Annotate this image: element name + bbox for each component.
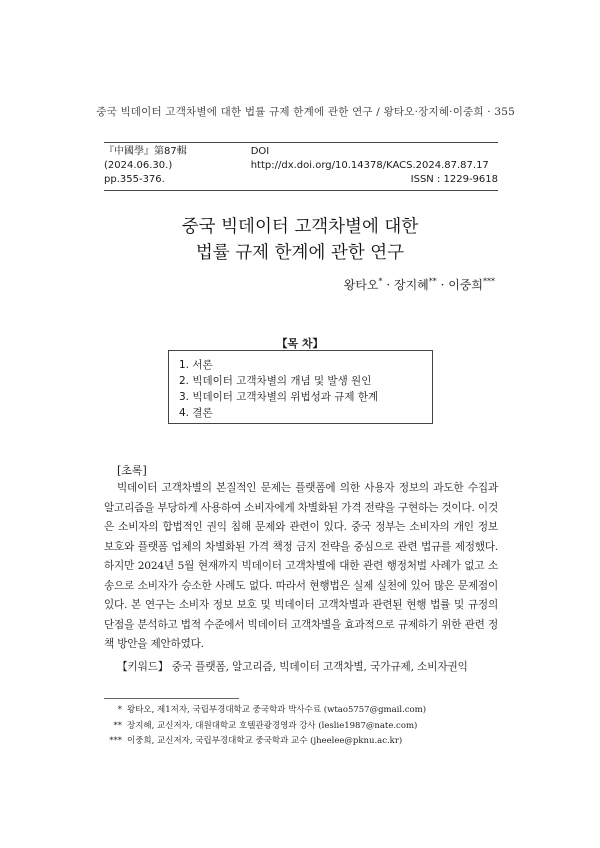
footnotes <box>104 703 504 750</box>
author-1: 왕타오 <box>343 278 379 292</box>
issn: ISSN : 1229-9618 <box>410 174 498 185</box>
toc-item[interactable]: 3. 빅데이터 고객차별의 위법성과 규제 한계 <box>179 391 379 403</box>
abstract-heading: [초록] <box>117 464 147 477</box>
author-3: 이중희 <box>448 278 483 292</box>
footnote-text: 왕타오, 제1저자, 국립부경대학교 중국학과 박사수료 (wtao5757@gmail.com) <box>127 705 427 715</box>
title-line-1: 중국 빅데이터 고객차별에 대한 <box>181 217 419 237</box>
footnote-mark: *** <box>109 736 122 746</box>
author-1-mark: * <box>378 277 383 286</box>
author-3-mark: *** <box>483 277 495 286</box>
footnote-mark: ** <box>113 720 122 731</box>
toc-item[interactable]: 2. 빅데이터 고객차별의 개념 및 발생 원인 <box>179 375 372 387</box>
page-range: pp.355-376. <box>104 174 165 185</box>
toc-item[interactable]: 4. 결론 <box>179 407 213 419</box>
author-separator: · <box>436 278 449 292</box>
footnote-item <box>104 734 504 750</box>
doi-link[interactable]: DOI http://dx.doi.org/10.14378/KACS.2024.87.87.17 <box>250 146 489 171</box>
footnote-divider <box>104 698 239 699</box>
author-2: 장지혜 <box>393 278 429 292</box>
citation-box <box>104 142 498 191</box>
title-line-2: 법률 규제 한계에 관한 연구 <box>195 243 405 263</box>
abstract-body: 빅데이터 고객차별의 본질적인 문제는 플랫폼에 의한 사용자 정보의 과도한 수집과 알고리즘을 부당하게 사용하여 소비자에게 차별화된 가격 전략을 구현하는 것이다. 이것은 소비자의 합법적인 권익 침해 문제와 관련이 있다. 중국 정부는 소비자의 개인 정보 보호와 플랫폼 업체의 차별화된 가격 책정 금지 전략을 중심으로 관련 법규를 제정했다. 하지만 2024년 5월 현재까지 빅데이터 고객차별에 대한 관련 행정처벌 사례가 없고 소송으로 소비자가 승소한 사례도 없다. 따라서 현행법은 실제 실천에 있어 많은 문제점이 있다. 본 연구는 소비자 정보 보호 및 빅데이터 고객차별과 관련된 현행 법률 및 규정의 단점을 분석하고 법적 수준에서 빅데이터 고객차별을 효과적으로 규제하기 위한 관련 정책 방안을 제안하였다. <box>104 482 498 650</box>
keywords: 【키워드】 중국 플랫폼, 알고리즘, 빅데이터 고객차별, 국가규제, 소비자권익 <box>117 661 468 673</box>
footnote-mark: * <box>117 705 122 715</box>
running-head: 중국 빅데이터 고객차별에 대한 법률 규제 한계에 관한 연구 / 왕타오·장지혜·이중희 · 355 <box>96 106 515 118</box>
paper-title <box>0 214 600 266</box>
author-list <box>344 276 495 293</box>
table-of-contents <box>168 350 433 424</box>
author-separator: · <box>382 278 394 292</box>
toc-item[interactable]: 1. 서론 <box>179 359 213 371</box>
toc-heading: 【목 차】 <box>276 337 324 350</box>
footnote-item <box>104 719 504 735</box>
author-2-mark: ** <box>428 277 437 286</box>
journal-info: 『中國學』第87輯 (2024.06.30.) <box>104 146 187 171</box>
footnote-text: 장지혜, 교신저자, 대원대학교 호텔관광경영과 강사 (leslie1987@nate.com) <box>127 720 418 731</box>
footnote-item <box>104 703 504 719</box>
footnote-text: 이중희, 교신저자, 국립부경대학교 중국학과 교수 (jheelee@pknu.ac.kr) <box>127 736 403 746</box>
